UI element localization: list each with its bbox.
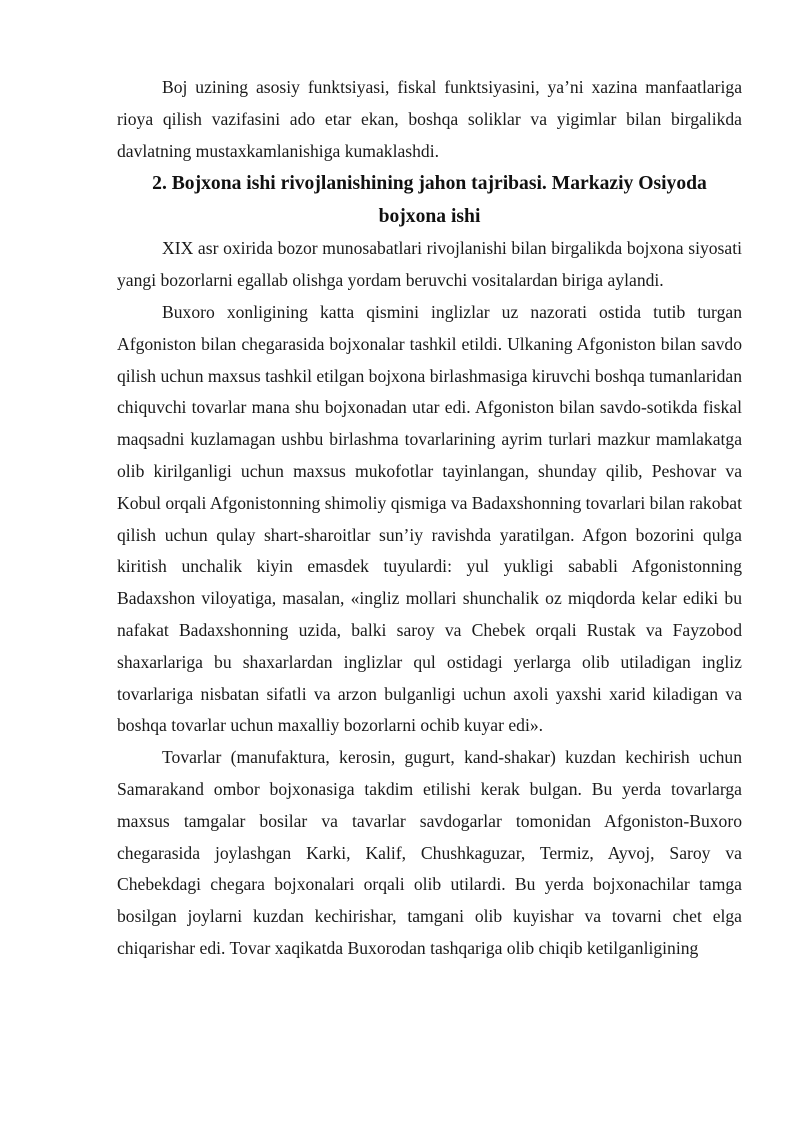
paragraph-bukhara-khanate: Buxoro xonligining katta qismini inglizlar uz nazorati ostida tutib turgan Afgoniston bilan chegarasida bojxonalar tashkil etildi. Ulkaning Afgoniston bilan savdo qilish uchun maxsus tashkil etilgan bojxona birlashmasiga kiruvchi boshqa tumanlaridan chiquvchi tovarlar mana shu bojxonadan utar edi. Afgoniston bilan savdo-sotikda fiskal maqsadni kuzlamagan ushbu birlashma tovarlarining ayrim turlari mazkur mamlakatga olib kirilganligi uchun maxsus mukofotlar tayinlangan, shunday qilib, Peshovar va Kobul orqali Afgonistonning shimoliy qismiga va Badaxshonning tovarlari bilan rakobat qilish uchun qulay shart-sharoitlar sun’iy ravishda yaratilgan. Afgon bozorini qulga kiritish unchalik kiyin emasdek tuyulardi: yul yukligi sababli Afgonistonning Badaxshon viloyatiga, masalan, «ingliz mollari shunchalik oz miqdorda kelar ediki bu nafakat Badaxshonning uzida, balki saroy va Chebek orqali Rustak va Fayzobod shaxarlariga bu shaxarlardan inglizlar qul ostidagi yerlarga olib utiladigan ingliz tovarlariga nisbatan sifatli va arzon bulganligi uchun axoli yaxshi xarid kiladigan va boshqa tovarlar uchun maxalliy bozorlarni ochib kuyar edi». [117, 301, 742, 736]
paragraph-goods-inspection: Tovarlar (manufaktura, kerosin, gugurt, kand-shakar) kuzdan kechirish uchun Samarakand ombor bojxonasiga takdim etilishi kerak bulgan. Bu yerda tovarlarga maxsus tamgalar bosilar va tavarlar savdogarlar tomonidan Afgoniston-Buxoro chegarasida joylashgan Karki, Kalif, Chushkaguzar, Termiz, Ayvoj, Saroy va Chebekdagi chegara bojxonalari orqali olib utilardi. Bu yerda bojxonachilar tamga bosilgan joylarni kuzdan kechirishar, tamgani olib kuyishar va tovarni chet elga chiqarishar edi. Tovar xaqikatda Buxorodan tashqariga olib chiqib ketilganligining [117, 747, 742, 958]
page-content [117, 72, 742, 965]
section-heading: 2. Bojxona ishi rivojlanishining jahon tajribasi. Markaziy Osiyoda bojxona ishi [152, 173, 707, 228]
paragraph-fiscal-function: Boj uzining asosiy funktsiyasi, fiskal funktsiyasini, ya’ni xazina manfaatlariga rioya qilish vazifasini ado etar ekan, boshqa soliklar va yigimlar bilan birgalikda davlatning mustaxkamlanishiga kumaklashdi. [117, 77, 742, 161]
paragraph-xix-century: XIX asr oxirida bozor munosabatlari rivojlanishi bilan birgalikda bojxona siyosati yangi bozorlarni egallab olishga yordam beruvchi vositalardan biriga aylandi. [117, 238, 742, 291]
